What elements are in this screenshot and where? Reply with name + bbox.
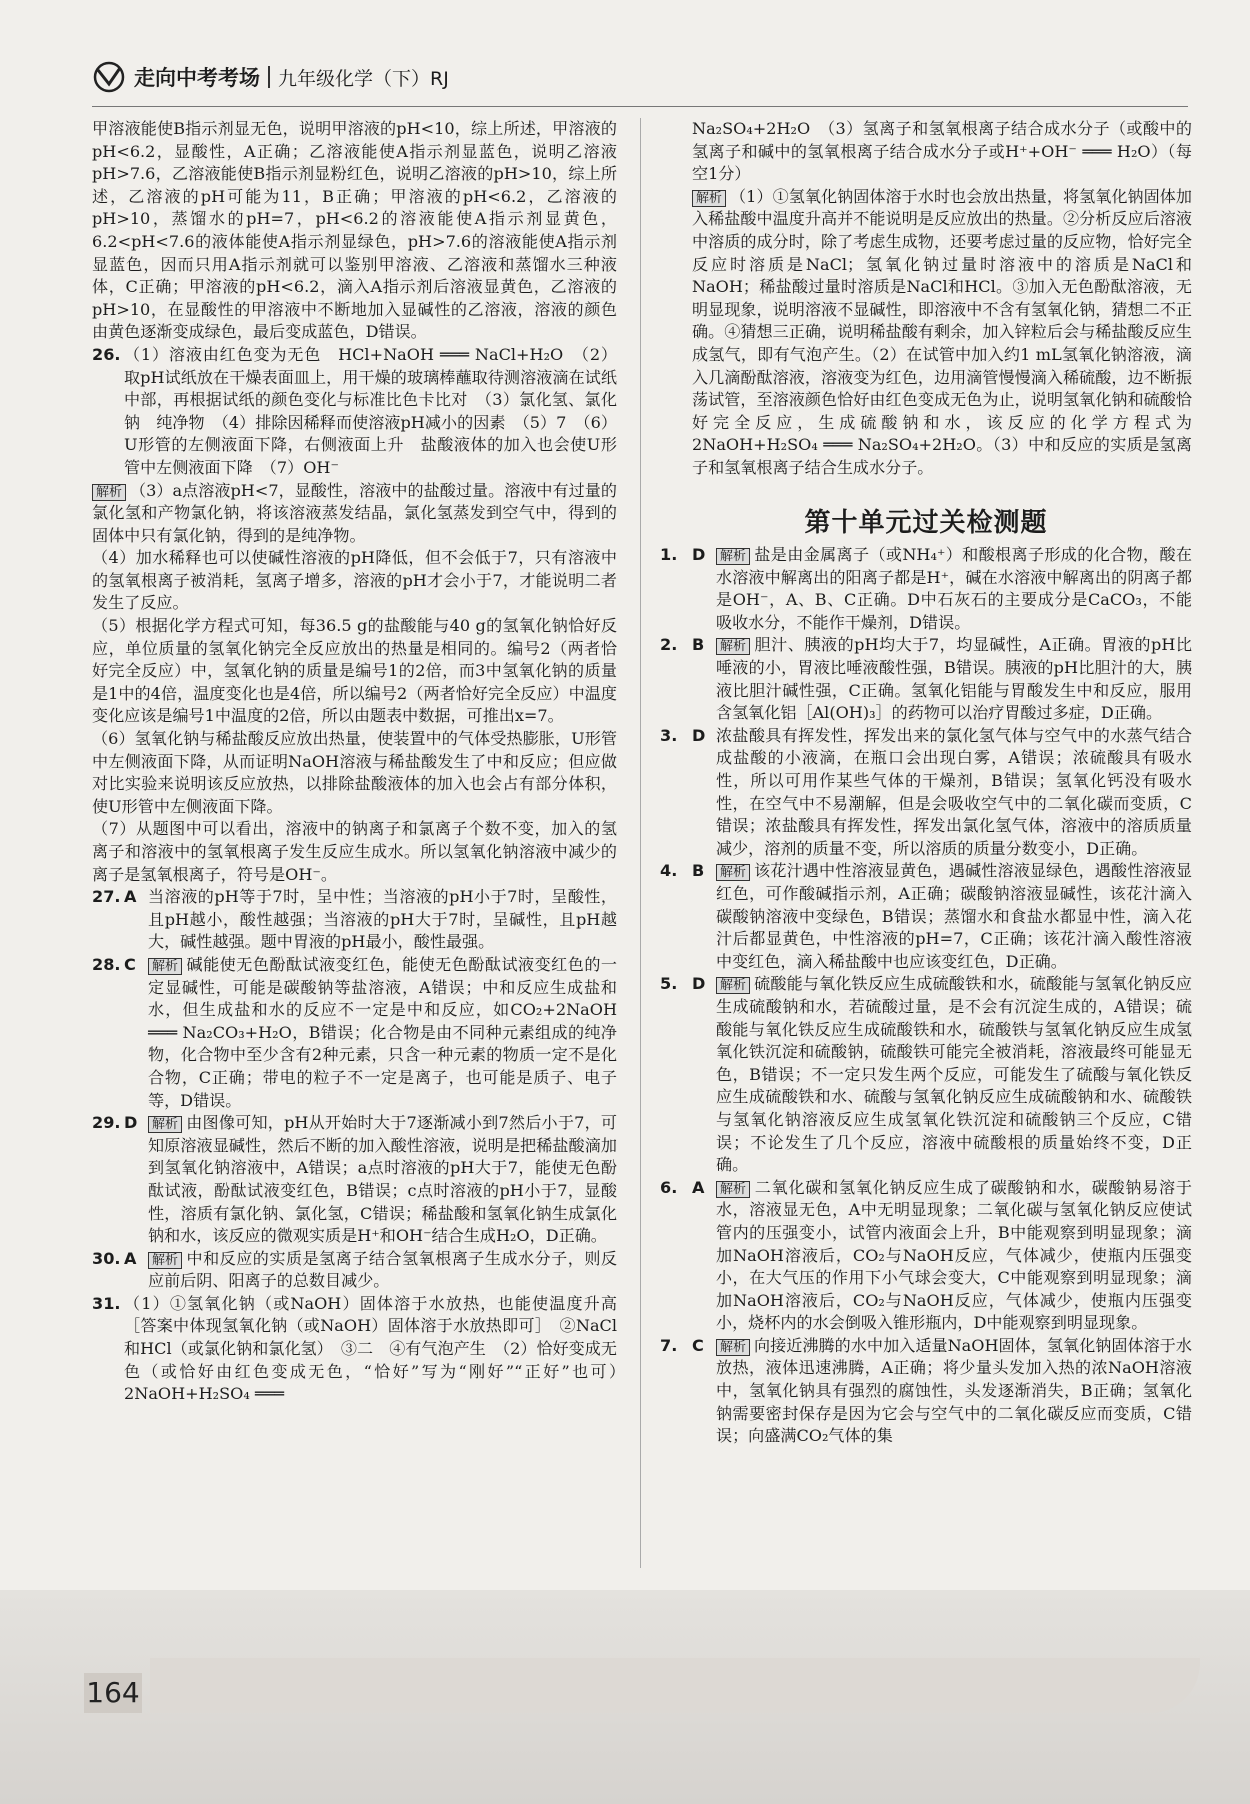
answer-text: 硫酸能与氧化铁反应生成硫酸铁和水，硫酸能与氢氧化钠反应生成硫酸钠和水，若硫酸过量，是不会有沉淀生成的，A错误；硫酸能与氧化铁反应生成硫酸铁和水，硫酸铁与氢氧化钠反应生成氢氧化铁沉淀和硫酸钠，硫酸铁可能完全被消耗，溶液最终可能显无色，B错误；不一定只发生两个反应，可能发生了硫酸与氧化铁反应生成硫酸铁和水、硫酸与氢氧化钠反应生成硫酸钠和水、硫酸铁与氢氧化钠溶液反应生成氢氧化铁沉淀和硫酸钠三个反应，C错误；不论发生了几个反应，溶液中硫酸根的质量始终不变，D正确。 — [716, 974, 1192, 1175]
brand-title: 走向中考考场 — [134, 66, 260, 90]
answer-choice: A — [692, 1177, 705, 1197]
answer-3 — [660, 725, 1192, 861]
explanation-26-5: （7）从题图中可以看出，溶液中的钠离子和氯离子个数不变，加入的氢离子和溶液中的氢氧根离子发生反应生成水。所以氢氧化钠溶液中减少的离子是氢氧根离子，符号是OH⁻。 — [92, 819, 617, 884]
answer-7 — [660, 1335, 1192, 1448]
page-header — [92, 60, 449, 94]
answer-choice: D — [692, 545, 706, 565]
answer-text: 浓盐酸具有挥发性，挥发出来的氯化氢气体与空气中的水蒸气结合成盐酸的小液滴，在瓶口会出现白雾，A错误；浓硫酸具有吸水性，所以可用作某些气体的干燥剂，B错误；氢氧化钙没有吸水性，在空气中不易潮解，但是会吸收空气中的二氧化碳而变质，C错误；浓盐酸具有挥发性，挥发出氯化氢气体，溶液中的溶质质量减少，溶剂的质量不变，所以溶质的质量分数变小，D正确。 — [716, 725, 1192, 858]
answer-choice: C — [692, 1335, 704, 1355]
analysis-tag: 解析 — [716, 1339, 750, 1356]
analysis-tag: 解析 — [148, 1252, 182, 1269]
page-number: 164 — [84, 1673, 142, 1713]
answer-29 — [92, 1112, 617, 1248]
question-number: 27. — [92, 887, 121, 907]
question-number: 28. — [92, 954, 121, 974]
question-number: 30. — [92, 1248, 121, 1268]
analysis-tag: 解析 — [148, 1116, 182, 1133]
explanation-text: （1）①氢氧化钠固体溶于水时也会放出热量，将氢氧化钠固体加入稀盐酸中温度升高并不能说明是反应放出的热量。②分析反应后溶液中溶质的成分时，除了考虑生成物，还要考虑过量的反应物，恰好完全反应时溶质是NaCl；氢氧化钠过量时溶液中的溶质是NaCl和NaOH；稀盐酸过量时溶质是NaCl和HCl。③加入无色酚酞溶液，无明显现象，说明溶液不显碱性，即溶液中不含有氢氧化钠，猜想二不正确。④猜想三正确，说明稀盐酸有剩余，加入锌粒后会与稀盐酸反应生成氢气，即有气泡产生。（2）在试管中加入约1 mL氢氧化钠溶液，滴入几滴酚酞溶液，溶液变为红色，边用滴管慢慢滴入稀硫酸，边不断振荡试管，至溶液颜色恰好由红色变成无色为止，说明氢氧化钠和硫酸恰好完全反应，生成硫酸钠和水，该反应的化学方程式为2NaOH+H₂SO₄ ═══ Na₂SO₄+2H₂O。（3）中和反应的实质是氢离子和氢氧根离子结合生成水分子。 — [692, 186, 1192, 477]
answer-31 — [92, 1293, 634, 1406]
question-number: 29. — [92, 1113, 121, 1133]
answer-choice: B — [692, 861, 705, 881]
question-number: 4. — [660, 861, 678, 881]
question-number: 3. — [660, 725, 678, 745]
question-number: 6. — [660, 1177, 678, 1197]
right-column — [660, 118, 1192, 1573]
answer-text: 该花汁遇中性溶液显黄色，遇碱性溶液显绿色，遇酸性溶液显红色，可作酸碱指示剂，A正确；碳酸钠溶液显碱性，该花汁滴入碳酸钠溶液中变绿色，B错误；蒸馏水和食盐水都显中性，滴入花汁后都显黄色，中性溶液的pH=7，C正确；该花汁滴入酸性溶液中变红色，滴入稀盐酸中也应该变红色，D正确。 — [716, 861, 1192, 971]
answer-2 — [660, 634, 1192, 724]
analysis-tag: 解析 — [716, 977, 750, 994]
answer-text: 二氧化碳和氢氧化钠反应生成了碳酸钠和水，碳酸钠易溶于水，溶液显无色，A中无明显现象；二氧化碳与氢氧化钠反应使试管内的压强变小，试管内液面会上升，B中能观察到明显现象；滴加NaOH溶液后，CO₂与NaOH反应，气体减少，使瓶内压强变小，在大气压的作用下小气球会变大，C中能观察到明显现象；滴加NaOH溶液后，CO₂与NaOH反应，气体减少，使瓶内压强变小，烧杯内的水会倒吸入锥形瓶内，D中能观察到明显现象。 — [716, 1177, 1192, 1333]
question-number: 26. — [92, 344, 121, 364]
answer-choice: A — [124, 887, 137, 907]
left-column — [92, 118, 634, 1573]
answer-text: 胆汁、胰液的pH均大于7，均显碱性，A正确。胃液的pH比唾液的小，胃液比唾液酸性强，B错误。胰液的pH比胆汁的大，胰液比胆汁碱性强，C正确。氢氧化铝能与胃酸发生中和反应，服用含氢氧化铝［Al(OH)₃］的药物可以治疗胃酸过多症，D正确。 — [716, 635, 1192, 723]
question-number: 1. — [660, 545, 678, 565]
answer-choice: A — [124, 1248, 137, 1268]
answer-27 — [92, 886, 617, 954]
footer-bar — [150, 1658, 1200, 1713]
answer-31-continued: Na₂SO₄+2H₂O （3）氢离子和氢氧根离子结合成水分子（或酸中的氢离子和碱中的氢氧根离子结合成水分子或H⁺+OH⁻ ═══ H₂O）（每空1分） — [692, 119, 1192, 184]
explanation-26-2: （4）加水稀释也可以使碱性溶液的pH降低，但不会低于7，只有溶液中的氢氧根离子被消耗，氢离子增多，溶液的pH才会小于7，才能说明二者发生了反应。 — [92, 548, 617, 613]
answer-choice: D — [124, 1113, 138, 1133]
answer-choice: B — [692, 635, 705, 655]
course-title: 九年级化学（下）RJ — [278, 67, 449, 90]
answer-text: 向接近沸腾的水中加入适量NaOH固体，氢氧化钠固体溶于水放热，液体迅速沸腾，A正确；将少量头发加入热的浓NaOH溶液中，氢氧化钠具有强烈的腐蚀性，头发逐渐消失，B正确；氢氧化钠需要密封保存是因为它会与空气中的二氧化碳反应而变质，C错误；向盛满CO₂气体的集 — [716, 1335, 1192, 1446]
header-rule — [92, 106, 1188, 107]
answer-text: （1）①氢氧化钠（或NaOH）固体溶于水放热，也能使温度升高［答案中体现氢氧化钠（或NaOH）固体溶于水放热即可］ ②NaCl和HCl（或氯化钠和氯化氢） ③二 ④有气泡产生 （2）恰好变成无色（或恰好由红色变成无色，“恰好”写为“刚好”“正好”也可） 2NaOH+H₂SO₄ ═══ — [124, 1293, 634, 1404]
brand-logo-icon — [92, 60, 126, 94]
answer-text: 盐是由金属离子（或NH₄⁺）和酸根离子形成的化合物，酸在水溶液中解离出的阳离子都是H⁺，碱在水溶液中解离出的阴离子都是OH⁻，A、B、C正确。D中石灰石的主要成分是CaCO₃，不能吸收水分，不能作干燥剂，D错误。 — [716, 545, 1192, 632]
answer-5 — [660, 973, 1192, 1176]
question-number: 2. — [660, 635, 678, 655]
answer-choice: D — [692, 974, 706, 994]
column-divider — [640, 118, 641, 1568]
answer-choice: C — [124, 954, 136, 974]
answer-4 — [660, 860, 1192, 973]
analysis-tag: 解析 — [148, 958, 182, 975]
answer-28 — [92, 954, 617, 1112]
analysis-tag: 解析 — [716, 1181, 750, 1198]
answer-text: 中和反应的实质是氢离子结合氢氧根离子生成水分子，则反应前后阴、阳离子的总数目减少。 — [148, 1248, 617, 1291]
analysis-tag: 解析 — [716, 864, 750, 881]
explanation-text: （3）a点溶液pH<7，显酸性，溶液中的盐酸过量。溶液中有过量的氯化氢和产物氯化钠，将该溶液蒸发结晶，氯化氢蒸发到空气中，得到的固体中只有氯化钠，得到的是纯净物。 — [92, 480, 617, 545]
analysis-tag: 解析 — [692, 190, 726, 207]
continued-paragraph: 甲溶液能使B指示剂显无色，说明甲溶液的pH<10，综上所述，甲溶液的pH<6.2，显酸性，A正确；乙溶液能使A指示剂显蓝色，说明乙溶液pH>7.6，乙溶液能使B指示剂显粉红色，说明乙溶液的pH>10，综上所述，乙溶液的pH可能为11，B正确；甲溶液的pH<6.2，乙溶液的pH>10，蒸馏水的pH=7，pH<6.2的溶液能使A指示剂显黄色，6.2<pH<7.6的液体能使A指示剂显绿色，pH>7.6的溶液能使A指示剂显蓝色，因而只用A指示剂就可以鉴别甲溶液、乙溶液和蒸馏水三种液体，C正确；甲溶液的pH<6.2，滴入A指示剂后溶液显黄色，乙溶液的pH>10，在显酸性的甲溶液中不断地加入显碱性的乙溶液，溶液的颜色由黄色逐渐变成绿色，最后变成蓝色，D错误。 — [92, 119, 617, 342]
answer-1 — [660, 544, 1192, 634]
answer-30 — [92, 1248, 617, 1293]
answer-6 — [660, 1177, 1192, 1335]
analysis-tag: 解析 — [716, 638, 750, 655]
analysis-tag: 解析 — [716, 548, 750, 565]
answer-text: 碱能使无色酚酞试液变红色，能使无色酚酞试液变红色的一定显碱性，可能是碳酸钠等盐溶液，A错误；中和反应生成盐和水，但生成盐和水的反应不一定是中和反应，如CO₂+2NaOH ═══ Na₂CO₃+H₂O，B错误；化合物是由不同种元素组成的纯净物，化合物中至少含有2种元素，只含一种元素的物质一定不是化合物，C正确；带电的粒子不一定是离子，也可能是质子、电子等，D错误。 — [148, 954, 617, 1110]
explanation-26-1 — [92, 480, 617, 548]
explanation-31 — [660, 186, 1192, 480]
question-number: 7. — [660, 1335, 678, 1355]
question-number: 31. — [92, 1293, 121, 1313]
answer-text: 由图像可知，pH从开始时大于7逐渐减小到7然后小于7，可知原溶液显碱性，然后不断的加入酸性溶液，说明是把稀盐酸滴加到氢氧化钠溶液中，A错误；a点时溶液的pH大于7，能使无色酚酞试液，酚酞试液变红色，B错误；c点时溶液的pH小于7，显酸性，溶质有氯化钠、氯化氢，C错误；稀盐酸和氢氧化钠生成氯化钠和水，该反应的微观实质是H⁺和OH⁻结合生成H₂O，D正确。 — [148, 1113, 617, 1246]
header-separator — [268, 66, 270, 88]
question-number: 5. — [660, 974, 678, 994]
analysis-tag: 解析 — [92, 484, 126, 501]
answer-text: （1）溶液由红色变为无色 HCl+NaOH ═══ NaCl+H₂O （2）取pH试纸放在干燥表面皿上，用干燥的玻璃棒蘸取待测溶液滴在试纸中部，再根据试纸的颜色变化与标准比色卡比对 （3）氯化氢、氯化钠 纯净物 （4）排除因稀释而使溶液pH减小的因素 （5）7 （6）U形管的左侧液面下降，右侧液面上升 盐酸液体的加入也会使U形管中左侧液面下降 （7）OH⁻ — [124, 344, 617, 477]
answer-choice: D — [692, 725, 706, 745]
explanation-26-4: （6）氢氧化钠与稀盐酸反应放出热量，使装置中的气体受热膨胀，U形管中左侧液面下降，从而证明NaOH溶液与稀盐酸发生了中和反应；但应做对比实验来说明该反应放热，以排除盐酸液体的加入也会占有部分体积，使U形管中左侧液面下降。 — [92, 729, 617, 816]
answer-text: 当溶液的pH等于7时，呈中性；当溶液的pH小于7时，呈酸性，且pH越小，酸性越强；当溶液的pH大于7时，呈碱性，且pH越大，碱性越强。题中胃液的pH最小，酸性最强。 — [148, 887, 617, 952]
explanation-26-3: （5）根据化学方程式可知，每36.5 g的盐酸能与40 g的氢氧化钠恰好反应，单位质量的氢氧化钠完全反应放出的热量是相同的。编号2（两者恰好完全反应）中，氢氧化钠的质量是编号1的2倍，而3中氢氧化钠的质量是1中的4倍，温度变化也是4倍，所以编号2（两者恰好完全反应）中温度变化应该是编号1中温度的2倍，所以由题表中数据，可推出x=7。 — [92, 616, 617, 726]
section-title: 第十单元过关检测题 — [804, 507, 1048, 538]
answer-26 — [92, 344, 617, 480]
